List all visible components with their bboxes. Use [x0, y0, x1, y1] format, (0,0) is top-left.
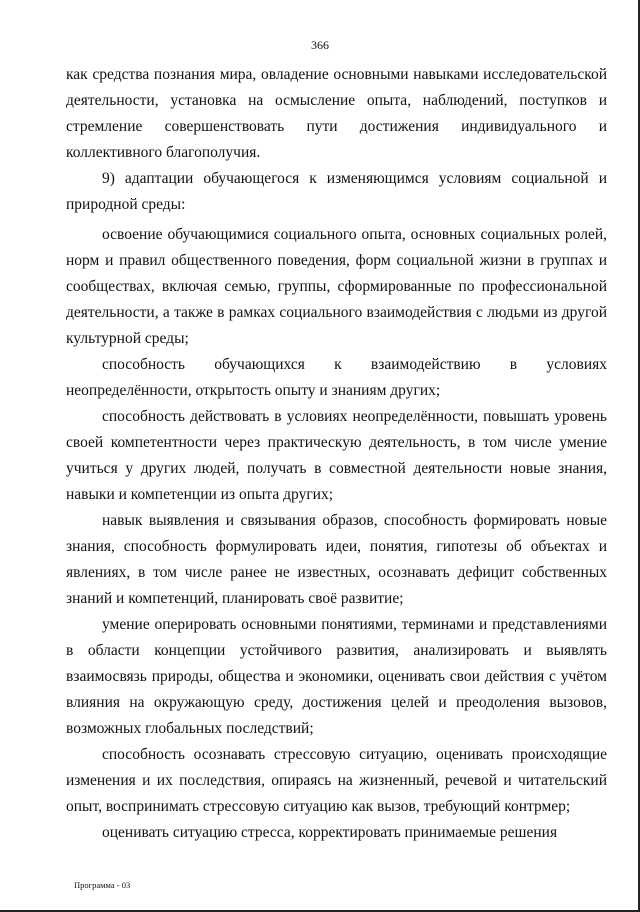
paragraph: умение оперировать основными понятиями, терминами и представлениями в области концепции устойчивого развития, анализировать и выявлять взаимосвязь природы, общества и экономики, оценивать свои действия с учётом влияния на окружающую среду, достижения целей и преодоления вызовов, возможных глобальных последствий;	[66, 616, 607, 737]
paragraph: оценивать ситуацию стресса, корректировать принимаемые решения	[102, 824, 558, 841]
paragraph: освоение обучающимися социального опыта, основных социальных ролей, норм и правил общественного поведения, форм социальной жизни в группах и сообществах, включая семью, группы, сформированные по профессиональной деятельности, а также в рамках социального взаимодействия с людьми из другой культурной среды;	[66, 226, 607, 347]
paragraph: как средства познания мира, овладение основными навыками исследовательской деятельности, установка на осмысление опыта, наблюдений, поступков и стремление совершенствовать пути достижения индивидуального и коллективного благополучия.	[66, 66, 607, 161]
paragraph: навык выявления и связывания образов, способность формировать новые знания, способность формулировать идеи, понятия, гипотезы об объектах и явлениях, в том числе ранее не известных, осознавать дефицит собственных знаний и компетенций, планировать своё развитие;	[66, 512, 607, 607]
paragraph: 9) адаптации обучающегося к изменяющимся условиям социальной и природной среды:	[66, 170, 607, 213]
paragraph: способность осознавать стрессовую ситуацию, оценивать происходящие изменения и их последствия, опираясь на жизненный, речевой и читательский опыт, воспринимать стрессовую ситуацию как вызов, требующий контрмер;	[66, 746, 607, 815]
paragraph: способность действовать в условиях неопределённости, повышать уровень своей компетентности через практическую деятельность, в том числе умение учиться у других людей, получать в совместной деятельности новые знания, навыки и компетенции из опыта других;	[66, 408, 607, 503]
footer-label: Программа - 03	[74, 880, 131, 890]
document-body	[66, 62, 607, 846]
page-number: 366	[311, 38, 329, 52]
paragraph: способность обучающихся к взаимодействию в условиях неопределённости, открытость опыту и знаниям других;	[66, 356, 607, 399]
